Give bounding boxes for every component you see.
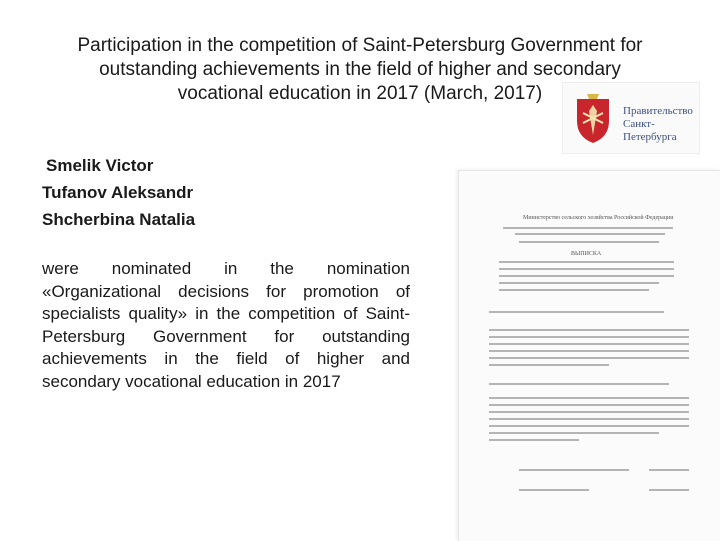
nominee-name: Smelik Victor [46,156,154,175]
document-text-line [499,261,674,263]
document-text-line [489,432,659,434]
logo-line-1: Правительство [623,105,693,117]
nominee-names [42,152,195,233]
document-signature-line [519,469,629,471]
document-text-line [515,233,665,235]
document-text-line [499,268,674,270]
document-text-line [489,357,689,359]
document-text-line [489,425,689,427]
document-text-line [489,411,689,413]
title-line-1: Participation in the competition of Saint-Petersburg Government for [77,35,643,56]
document-text-line [489,397,689,399]
document-text-line [489,329,689,331]
document-signature-line [519,489,589,491]
document-text-line [489,364,609,366]
document-text-line [489,311,664,313]
document-text-line [489,383,669,385]
logo-line-2: Санкт-Петербурга [623,118,677,143]
document-header: Министерство сельского хозяйства Российской Федерации [523,215,674,221]
document-text-line [499,275,674,277]
nominee-name: Tufanov Aleksandr [42,183,194,202]
coat-of-arms-icon [569,91,617,147]
document-text-line [519,241,659,243]
nominee-name: Shcherbina Natalia [42,210,196,229]
document-text-line [489,336,689,338]
document-text-line [489,343,689,345]
document-text-line [499,282,659,284]
document-signature-name [649,489,689,491]
document-text-line [499,289,649,291]
document-signature-name [649,469,689,471]
nomination-paragraph: were nominated in the nomination «Organizational decisions for promotion of specialists quality» in the competition of Saint-Petersburg Government for outstanding achievements in the field of higher and secondary vocational education in 2017 [42,259,410,391]
title-line-2: outstanding achievements in the field of higher and secondary [99,59,621,80]
title-line-3: vocational education in 2017 (March, 2017) [177,83,543,104]
document-scan [458,170,720,541]
document-text-line [503,227,673,229]
document-stamp: ВЫПИСКА [571,251,602,257]
document-text-line [489,404,689,406]
document-text-line [489,418,689,420]
logo-text [623,105,699,144]
document-text-line [489,439,579,441]
document-text-line [489,350,689,352]
government-logo [562,82,700,154]
